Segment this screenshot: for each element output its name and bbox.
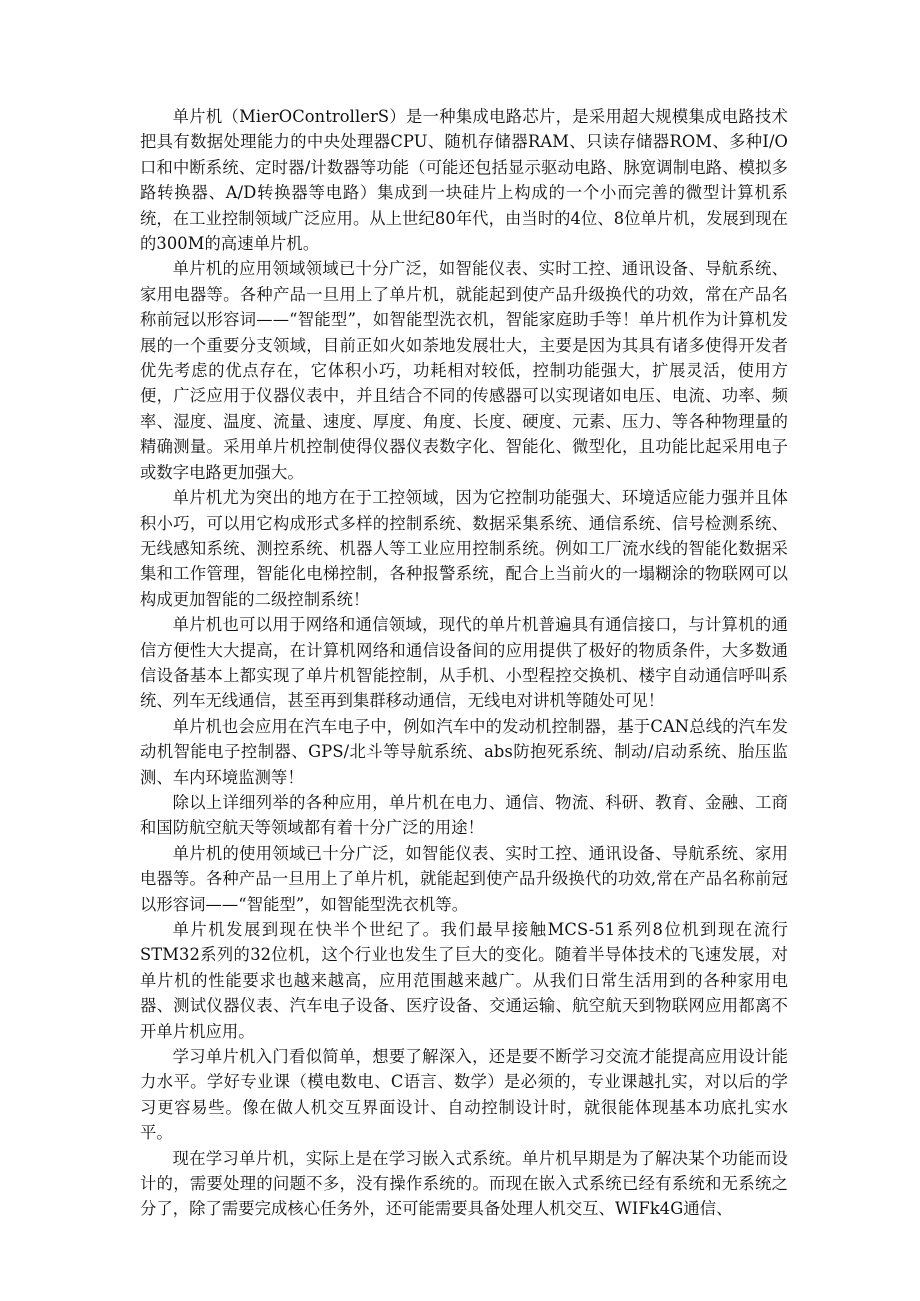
paragraph-10: 现在学习单片机，实际上是在学习嵌入式系统。单片机早期是为了解决某个功能而设计的，需要处理的问题不多，没有操作系统的。而现在嵌入式系统已经有系统和无系统之分了，除了需要完成核心任务外，还可能需要具备处理人机交互、WIFk4G通信、 [140,1148,788,1219]
paragraph-1: 单片机（MierOControllerS）是一种集成电路芯片，是采用超大规模集成电路技术把具有数据处理能力的中央处理器CPU、随机存储器RAM、只读存储器ROM、多种I/O口和中断系统、定时器/计数器等功能（可能还包括显示驱动电路、脉宽调制电路、模拟多路转换器、A/D转换器等电路）集成到一块硅片上构成的一个小而完善的微型计算机系统，在工业控制领域广泛应用。从上世纪80年代，由当时的4位、8位单片机，发展到现在的300M的高速单片机。 [140,107,788,254]
paragraph-6: 除以上详细列举的各种应用，单片机在电力、通信、物流、科研、教育、金融、工商和国防航空航天等领域都有着十分广泛的用途！ [140,792,788,838]
paragraph-8: 单片机发展到现在快半个世纪了。我们最早接触MCS-51系列8位机到现在流行STM32系列的32位机，这个行业也发生了巨大的变化。随着半导体技术的飞速发展，对单片机的性能要求也越来越高，应用范围越来越广。从我们日常生活用到的各种家用电器、测试仪器仪表、汽车电子设备、医疗设备、交通运输、航空航天到物联网应用都离不开单片机应用。 [140,920,788,1041]
paragraph-5: 单片机也会应用在汽车电子中，例如汽车中的发动机控制器，基于CAN总线的汽车发动机智能电子控制器、GPS/北斗等导航系统、abs防抱死系统、制动/启动系统、胎压监测、车内环境监测等！ [140,716,788,787]
paragraph-9: 学习单片机入门看似简单，想要了解深入，还是要不断学习交流才能提高应用设计能力水平。学好专业课（模电数电、C语言、数学）是必须的，专业课越扎实，对以后的学习更容易些。像在做人机交互界面设计、自动控制设计时，就很能体现基本功底扎实水平。 [140,1047,788,1143]
document-body [140,104,788,1222]
paragraph-4: 单片机也可以用于网络和通信领域，现代的单片机普遍具有通信接口，与计算机的通信方便性大大提高，在计算机网络和通信设备间的应用提供了极好的物质条件，大多数通信设备基本上都实现了单片机智能控制，从手机、小型程控交换机、楼宇自动通信呼叫系统、列车无线通信，甚至再到集群移动通信，无线电对讲机等随处可见！ [140,615,788,711]
paragraph-7: 单片机的使用领域已十分广泛，如智能仪表、实时工控、通讯设备、导航系统、家用电器等。各种产品一旦用上了单片机，就能起到使产品升级换代的功效,常在产品名称前冠以形容词——“智能型”，如智能型洗衣机等。 [140,843,788,914]
paragraph-3: 单片机尤为突出的地方在于工控领域，因为它控制功能强大、环境适应能力强并且体积小巧，可以用它构成形式多样的控制系统、数据采集系统、通信系统、信号检测系统、无线感知系统、测控系统、机器人等工业应用控制系统。例如工厂流水线的智能化数据采集和工作管理，智能化电梯控制，各种报警系统，配合上当前火的一塌糊涂的物联网可以构成更加智能的二级控制系统！ [140,488,788,609]
paragraph-2: 单片机的应用领域领域已十分广泛，如智能仪表、实时工控、通讯设备、导航系统、家用电器等。各种产品一旦用上了单片机，就能起到使产品升级换代的功效，常在产品名称前冠以形容词——“智能型”，如智能型洗衣机，智能家庭助手等！单片机作为计算机发展的一个重要分支领域，目前正如火如荼地发展壮大，主要是因为其具有诸多使得开发者优先考虑的优点存在，它体积小巧，功耗相对较低，控制功能强大，扩展灵活，使用方便，广泛应用于仪器仪表中，并且结合不同的传感器可以实现诸如电压、电流、功率、频率、湿度、温度、流量、速度、厚度、角度、长度、硬度、元素、压力、等各种物理量的精确测量。采用单片机控制使得仪器仪表数字化、智能化、微型化，且功能比起采用电子或数字电路更加强大。 [140,259,788,482]
